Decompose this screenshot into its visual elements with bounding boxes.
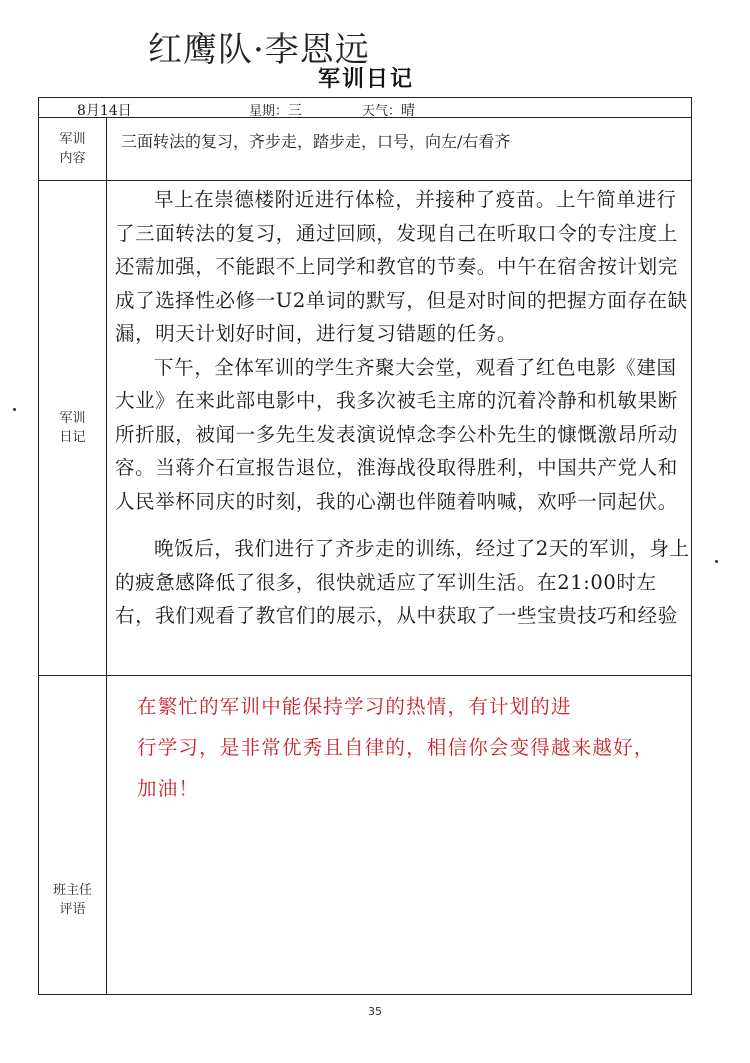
teacher-comment-line: 在繁忙的军训中能保持学习的热情，有计划的进 <box>137 695 572 718</box>
teacher-comment-label-cell <box>39 676 107 994</box>
teacher-comment-line: 加油！ <box>137 777 200 800</box>
diary-row <box>39 181 691 676</box>
date-value: 8月14日 <box>77 103 132 119</box>
weekday-label: 星期： <box>249 104 289 119</box>
weather-value: 晴 <box>401 103 416 119</box>
training-content-row <box>39 117 691 181</box>
diary-label-cell <box>39 181 107 675</box>
margin-dot <box>13 408 16 411</box>
teacher-comment-cell <box>107 676 691 994</box>
diary-cell <box>107 181 691 675</box>
teacher-comment-label: 班主任 评语 <box>52 883 92 917</box>
teacher-comment-text <box>137 686 667 809</box>
diary-body <box>115 183 691 633</box>
teacher-comment-line: 行学习，是非常优秀且自律的，相信你会变得越来越好， <box>137 736 655 759</box>
weather-label: 天气： <box>362 104 402 119</box>
training-content-label: 军训 内容 <box>59 131 86 166</box>
page-title: 军训日记 <box>318 67 415 92</box>
page-number: 35 <box>368 1005 382 1018</box>
margin-dot <box>715 560 718 563</box>
diary-paragraph-afternoon: 下午，全体军训的学生齐聚大会堂，观看了红色电影《建国大业》在来此部电影中，我多次被毛主席的沉着冷静和机敏果断所折服，被闻一多先生发表演说悼念李公朴先生的慷慨激昂所动容。当蒋介石宣报告退位，淮海战役取得胜利，中国共产党人和人民举杯同庆的时刻，我的心潮也伴随着呐喊，欢呼一同起伏。 <box>115 355 678 513</box>
training-content-cell <box>107 117 691 180</box>
weekday-value: 三 <box>288 103 303 119</box>
diary-paragraph-evening: 晚饭后，我们进行了齐步走的训练，经过了2天的军训，身上的疲惫感降低了很多，很快就适应了军训生活。在21:00时左右，我们观看了教官们的展示，从中获取了一些宝贵技巧和经验 <box>115 537 690 627</box>
diary-form <box>38 97 692 995</box>
teacher-comment-row <box>39 676 691 994</box>
handwritten-name: 红鹰队·李恩远 <box>148 30 370 70</box>
diary-label: 军训 日记 <box>59 411 86 445</box>
training-content-text: 三面转法的复习，齐步走，踏步走，口号，向左/右看齐 <box>121 132 511 151</box>
training-content-label-cell <box>39 117 107 180</box>
diary-paragraph-morning: 早上在崇德楼附近进行体检，并接种了疫苗。上午简单进行了三面转法的复习，通过回顾，发现自己在听取口令的专注度上还需加强，不能跟不上同学和教官的节奏。中午在宿舍按计划完成了选择性必修一U2单词的默写，但是对时间的把握方面存在缺漏，明天计划好时间，进行复习错题的任务。 <box>115 188 688 345</box>
info-row <box>39 98 691 118</box>
